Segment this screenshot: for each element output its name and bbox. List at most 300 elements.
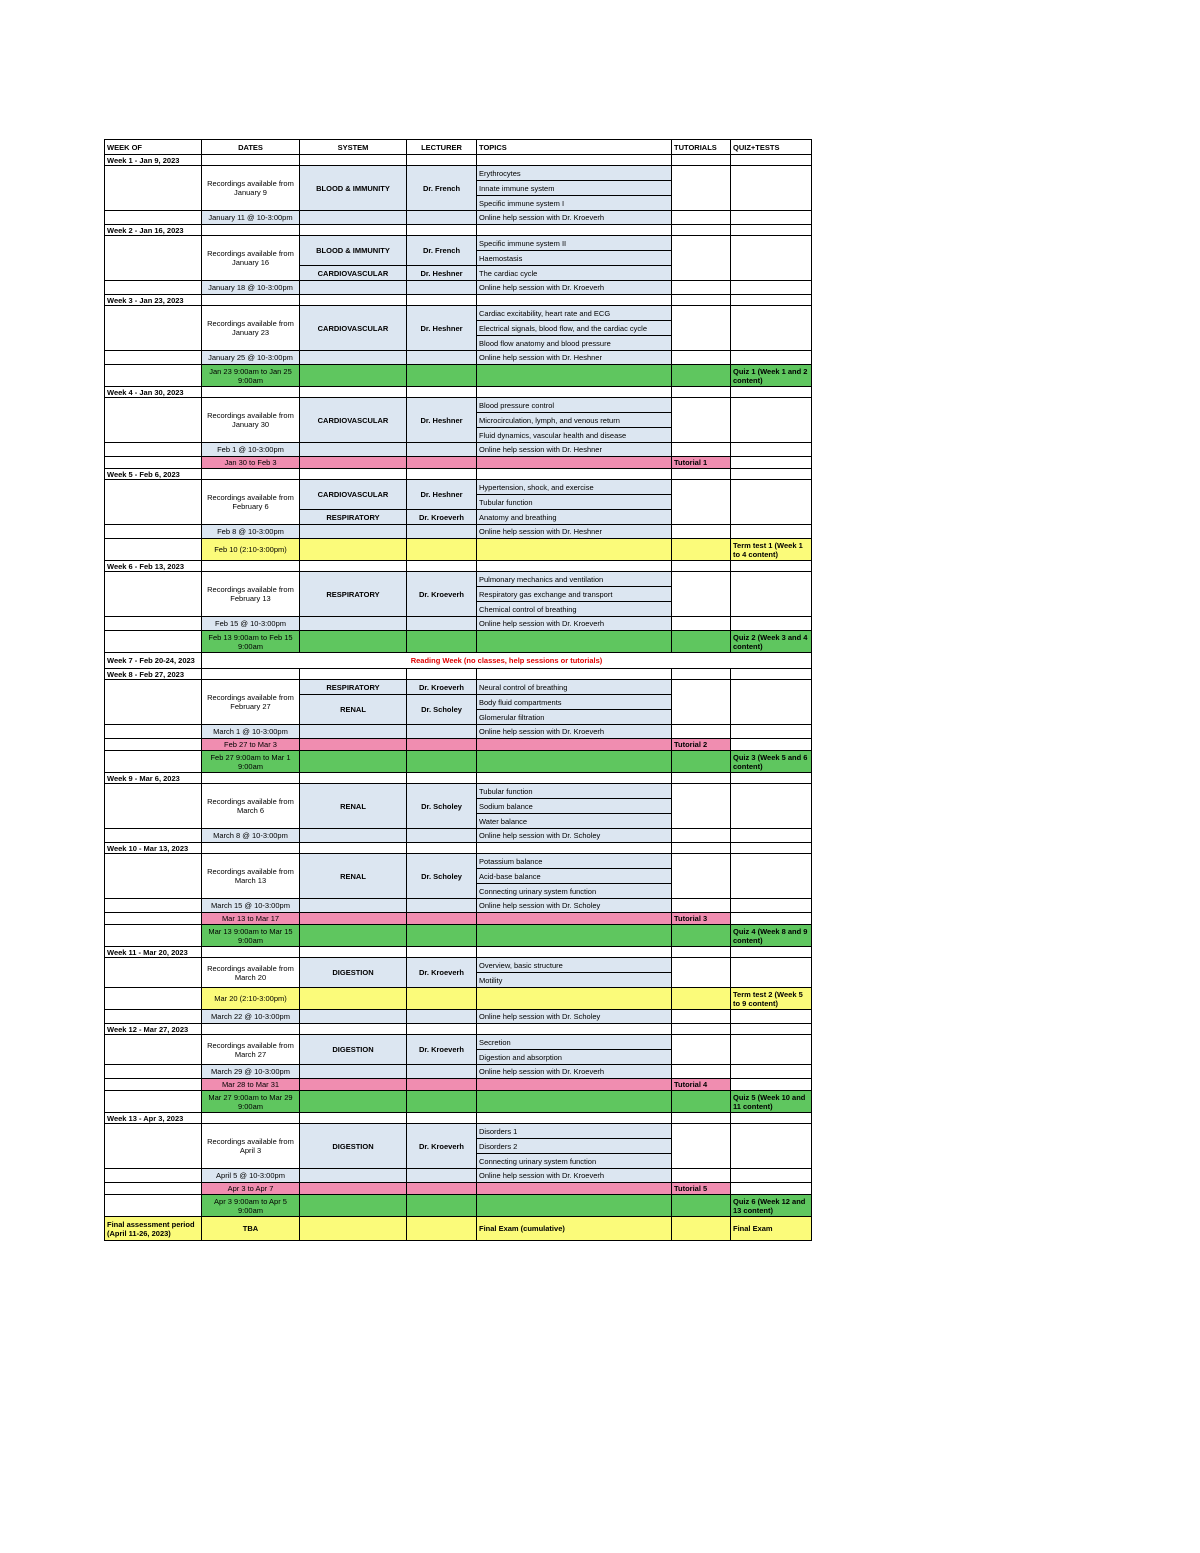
tutorial-row [105,913,812,925]
empty-cell [105,784,202,829]
empty-cell [105,539,202,561]
topic-cell: Cardiac excitability, heart rate and ECG [477,306,672,321]
empty-cell [300,925,407,947]
help-session-row [105,1065,812,1079]
empty-cell [300,387,407,398]
empty-cell [300,469,407,480]
system-name: DIGESTION [300,1035,407,1065]
empty-cell [407,1091,477,1113]
system-name: RENAL [300,784,407,829]
assessment-dates: Mar 20 (2:10-3:00pm) [202,988,300,1010]
empty-cell [731,1010,812,1024]
empty-cell [672,1024,731,1035]
recording-dates: Recordings available from January 30 [202,398,300,443]
empty-cell [477,295,672,306]
empty-cell [731,958,812,988]
empty-cell [477,913,672,925]
session-topic: Online help session with Dr. Scholey [477,829,672,843]
topic-cell: Acid-base balance [477,869,672,884]
topic-cell: Blood flow anatomy and blood pressure [477,336,672,351]
empty-cell [300,1065,407,1079]
empty-cell [672,773,731,784]
session-topic: Online help session with Dr. Heshner [477,525,672,539]
lecture-row [105,1035,812,1050]
empty-cell [672,725,731,739]
tutorial-row [105,457,812,469]
empty-cell [300,539,407,561]
empty-cell [300,443,407,457]
empty-cell [731,211,812,225]
empty-cell [672,387,731,398]
empty-cell [202,295,300,306]
empty-cell [407,295,477,306]
topic-cell: Glomerular filtration [477,710,672,725]
topic-cell: Water balance [477,814,672,829]
empty-cell [672,1169,731,1183]
empty-cell [672,843,731,854]
empty-cell [672,295,731,306]
empty-cell [202,155,300,166]
empty-cell [407,988,477,1010]
empty-cell [407,1169,477,1183]
empty-cell [105,236,202,281]
empty-cell [300,617,407,631]
empty-cell [731,398,812,443]
assessment-dates: Feb 13 9:00am to Feb 15 9:00am [202,631,300,653]
empty-cell [731,784,812,829]
empty-cell [300,988,407,1010]
reading-week-row [105,653,812,669]
empty-cell [105,457,202,469]
empty-cell [672,398,731,443]
empty-cell [407,539,477,561]
empty-cell [407,725,477,739]
empty-cell [477,1195,672,1217]
tutorial-row [105,1079,812,1091]
empty-cell [672,236,731,281]
empty-cell [731,1024,812,1035]
empty-cell [731,225,812,236]
empty-cell [300,281,407,295]
week-row [105,1113,812,1124]
topic-cell: Disorders 2 [477,1139,672,1154]
empty-cell [407,443,477,457]
empty-cell [407,843,477,854]
empty-cell [105,211,202,225]
empty-cell [300,457,407,469]
empty-cell [477,751,672,773]
empty-cell [477,925,672,947]
topic-cell: Innate immune system [477,181,672,196]
empty-cell [300,225,407,236]
week-row [105,947,812,958]
empty-cell [105,1124,202,1169]
empty-cell [300,829,407,843]
lecturer-name: Dr. Scholey [407,695,477,725]
topic-cell: Secretion [477,1035,672,1050]
schedule-table [104,139,812,1241]
empty-cell [672,211,731,225]
empty-cell [407,899,477,913]
empty-cell [672,958,731,988]
quiz-row [105,1091,812,1113]
empty-cell [300,739,407,751]
empty-cell [105,913,202,925]
empty-cell [672,854,731,899]
empty-cell [105,443,202,457]
empty-cell [672,1035,731,1065]
session-topic: Online help session with Dr. Scholey [477,1010,672,1024]
session-topic: Online help session with Dr. Kroeverh [477,1169,672,1183]
empty-cell [202,1113,300,1124]
empty-cell [477,739,672,751]
empty-cell [105,751,202,773]
empty-cell [300,669,407,680]
empty-cell [672,631,731,653]
empty-cell [407,1010,477,1024]
recording-dates: Recordings available from January 16 [202,236,300,281]
empty-cell [477,773,672,784]
assessment-name: Quiz 6 (Week 12 and 13 content) [731,1195,812,1217]
empty-cell [672,1195,731,1217]
empty-cell [477,457,672,469]
lecturer-name: Dr. French [407,236,477,266]
tutorial-dates: Jan 30 to Feb 3 [202,457,300,469]
empty-cell [202,561,300,572]
empty-cell [300,725,407,739]
assessment-name: Quiz 2 (Week 3 and 4 content) [731,631,812,653]
empty-cell [105,572,202,617]
empty-cell [105,281,202,295]
empty-cell [477,1113,672,1124]
topic-cell: Disorders 1 [477,1124,672,1139]
empty-cell [477,947,672,958]
empty-cell [300,1113,407,1124]
assessment-name: Term test 1 (Week 1 to 4 content) [731,539,812,561]
empty-cell [105,899,202,913]
session-date: April 5 @ 10-3:00pm [202,1169,300,1183]
empty-cell [477,631,672,653]
empty-cell [300,1169,407,1183]
empty-cell [477,469,672,480]
empty-cell [672,1065,731,1079]
column-header: TOPICS [477,140,672,155]
empty-cell [477,155,672,166]
session-date: Feb 1 @ 10-3:00pm [202,443,300,457]
empty-cell [300,1195,407,1217]
empty-cell [477,365,672,387]
topic-cell: Haemostasis [477,251,672,266]
quiz-row [105,365,812,387]
column-header: QUIZ+TESTS [731,140,812,155]
topic-cell: Specific immune system II [477,236,672,251]
session-topic: Online help session with Dr. Scholey [477,899,672,913]
empty-cell [407,351,477,365]
tutorial-name: Tutorial 2 [672,739,731,751]
empty-cell [731,617,812,631]
session-topic: Online help session with Dr. Heshner [477,351,672,365]
empty-cell [202,773,300,784]
tutorial-dates: Mar 13 to Mar 17 [202,913,300,925]
session-topic: Online help session with Dr. Kroeverh [477,617,672,631]
lecture-row [105,480,812,495]
empty-cell [672,281,731,295]
empty-cell [731,680,812,725]
system-name: CARDIOVASCULAR [300,480,407,510]
recording-dates: Recordings available from February 13 [202,572,300,617]
topic-cell: Electrical signals, blood flow, and the cardiac cycle [477,321,672,336]
tutorial-dates: Mar 28 to Mar 31 [202,1079,300,1091]
empty-cell [477,225,672,236]
empty-cell [407,751,477,773]
empty-cell [300,295,407,306]
week-label: Week 11 - Mar 20, 2023 [105,947,202,958]
empty-cell [672,561,731,572]
column-header: DATES [202,140,300,155]
empty-cell [300,351,407,365]
empty-cell [407,913,477,925]
empty-cell [407,925,477,947]
topic-cell: Potassium balance [477,854,672,869]
session-topic: Online help session with Dr. Kroeverh [477,725,672,739]
week-label: Week 13 - Apr 3, 2023 [105,1113,202,1124]
empty-cell [731,773,812,784]
empty-cell [105,1091,202,1113]
empty-cell [672,469,731,480]
empty-cell [300,365,407,387]
empty-cell [105,739,202,751]
tutorial-dates: Feb 27 to Mar 3 [202,739,300,751]
empty-cell [672,784,731,829]
empty-cell [300,1024,407,1035]
empty-cell [105,631,202,653]
assessment-dates: Apr 3 9:00am to Apr 5 9:00am [202,1195,300,1217]
empty-cell [731,469,812,480]
empty-cell [407,669,477,680]
assessment-dates: Mar 27 9:00am to Mar 29 9:00am [202,1091,300,1113]
empty-cell [672,1217,731,1241]
recording-dates: Recordings available from April 3 [202,1124,300,1169]
empty-cell [477,1079,672,1091]
empty-cell [731,306,812,351]
empty-cell [672,443,731,457]
empty-cell [407,211,477,225]
empty-cell [731,1113,812,1124]
tutorial-name: Tutorial 1 [672,457,731,469]
empty-cell [105,725,202,739]
final-dates: TBA [202,1217,300,1241]
help-session-row [105,351,812,365]
empty-cell [407,561,477,572]
term-test-row [105,539,812,561]
empty-cell [672,166,731,211]
column-header: LECTURER [407,140,477,155]
week-label: Week 7 - Feb 20-24, 2023 [105,653,202,669]
empty-cell [672,365,731,387]
empty-cell [731,351,812,365]
empty-cell [477,387,672,398]
tutorial-row [105,1183,812,1195]
week-row [105,387,812,398]
tutorial-name: Tutorial 3 [672,913,731,925]
empty-cell [105,925,202,947]
empty-cell [731,947,812,958]
session-date: Feb 8 @ 10-3:00pm [202,525,300,539]
week-label: Week 4 - Jan 30, 2023 [105,387,202,398]
system-name: CARDIOVASCULAR [300,398,407,443]
lecturer-name: Dr. Kroeverh [407,1035,477,1065]
help-session-row [105,829,812,843]
empty-cell [407,525,477,539]
column-header: SYSTEM [300,140,407,155]
empty-cell [105,988,202,1010]
assessment-name: Quiz 4 (Week 8 and 9 content) [731,925,812,947]
empty-cell [105,1195,202,1217]
empty-cell [731,913,812,925]
topic-cell: Fluid dynamics, vascular health and disease [477,428,672,443]
final-period-label: Final assessment period (April 11-26, 2023) [105,1217,202,1241]
empty-cell [105,617,202,631]
system-name: BLOOD & IMMUNITY [300,236,407,266]
session-date: March 15 @ 10-3:00pm [202,899,300,913]
empty-cell [300,843,407,854]
topic-cell: Erythrocytes [477,166,672,181]
lecturer-name: Dr. Heshner [407,306,477,351]
empty-cell [300,1091,407,1113]
week-label: Week 8 - Feb 27, 2023 [105,669,202,680]
empty-cell [407,457,477,469]
topic-cell: Motility [477,973,672,988]
empty-cell [731,1169,812,1183]
empty-cell [731,1183,812,1195]
empty-cell [105,1169,202,1183]
empty-cell [300,525,407,539]
empty-cell [731,295,812,306]
help-session-row [105,899,812,913]
session-topic: Online help session with Dr. Kroeverh [477,281,672,295]
empty-cell [731,829,812,843]
system-name: RESPIRATORY [300,680,407,695]
lecture-row [105,1124,812,1139]
empty-cell [731,854,812,899]
tutorial-name: Tutorial 4 [672,1079,731,1091]
lecturer-name: Dr. Kroeverh [407,572,477,617]
week-row [105,295,812,306]
lecturer-name: Dr. Scholey [407,784,477,829]
empty-cell [105,398,202,443]
topic-cell: Pulmonary mechanics and ventilation [477,572,672,587]
empty-cell [407,1079,477,1091]
tutorial-row [105,739,812,751]
assessment-name: Quiz 5 (Week 10 and 11 content) [731,1091,812,1113]
quiz-row [105,751,812,773]
empty-cell [477,1024,672,1035]
empty-cell [407,773,477,784]
header-row [105,140,812,155]
empty-cell [477,561,672,572]
empty-cell [407,947,477,958]
week-row [105,225,812,236]
empty-cell [300,155,407,166]
lecture-row [105,398,812,413]
empty-cell [477,843,672,854]
empty-cell [731,899,812,913]
lecture-row [105,854,812,869]
assessment-dates: Feb 10 (2:10-3:00pm) [202,539,300,561]
session-topic: Online help session with Dr. Kroeverh [477,1065,672,1079]
empty-cell [672,351,731,365]
week-label: Week 10 - Mar 13, 2023 [105,843,202,854]
week-label: Week 12 - Mar 27, 2023 [105,1024,202,1035]
system-name: RENAL [300,695,407,725]
lecturer-name: Dr. Heshner [407,480,477,510]
recording-dates: Recordings available from January 23 [202,306,300,351]
session-date: March 29 @ 10-3:00pm [202,1065,300,1079]
session-date: March 1 @ 10-3:00pm [202,725,300,739]
empty-cell [407,225,477,236]
help-session-row [105,1010,812,1024]
week-label: Week 1 - Jan 9, 2023 [105,155,202,166]
recording-dates: Recordings available from February 6 [202,480,300,525]
empty-cell [105,1079,202,1091]
empty-cell [300,947,407,958]
empty-cell [300,773,407,784]
empty-cell [731,387,812,398]
empty-cell [407,469,477,480]
empty-cell [105,829,202,843]
topic-cell: The cardiac cycle [477,266,672,281]
lecture-row [105,236,812,251]
empty-cell [672,480,731,525]
empty-cell [202,225,300,236]
lecturer-name: Dr. Heshner [407,398,477,443]
recording-dates: Recordings available from January 9 [202,166,300,211]
empty-cell [105,1183,202,1195]
empty-cell [731,155,812,166]
week-row [105,1024,812,1035]
assessment-name: Quiz 1 (Week 1 and 2 content) [731,365,812,387]
empty-cell [672,680,731,725]
empty-cell [672,225,731,236]
empty-cell [300,1079,407,1091]
empty-cell [105,958,202,988]
final-exam-topic: Final Exam (cumulative) [477,1217,672,1241]
empty-cell [672,539,731,561]
recording-dates: Recordings available from March 27 [202,1035,300,1065]
empty-cell [731,725,812,739]
topic-cell: Anatomy and breathing [477,510,672,525]
final-exam-row [105,1217,812,1241]
empty-cell [672,617,731,631]
empty-cell [672,572,731,617]
topic-cell: Specific immune system I [477,196,672,211]
system-name: BLOOD & IMMUNITY [300,166,407,211]
empty-cell [672,669,731,680]
lecture-row [105,680,812,695]
assessment-dates: Feb 27 9:00am to Mar 1 9:00am [202,751,300,773]
empty-cell [731,480,812,525]
topic-cell: Chemical control of breathing [477,602,672,617]
empty-cell [731,281,812,295]
tutorial-name: Tutorial 5 [672,1183,731,1195]
assessment-name: Term test 2 (Week 5 to 9 content) [731,988,812,1010]
empty-cell [477,988,672,1010]
week-label: Week 5 - Feb 6, 2023 [105,469,202,480]
empty-cell [672,155,731,166]
help-session-row [105,211,812,225]
empty-cell [731,1035,812,1065]
empty-cell [672,1113,731,1124]
